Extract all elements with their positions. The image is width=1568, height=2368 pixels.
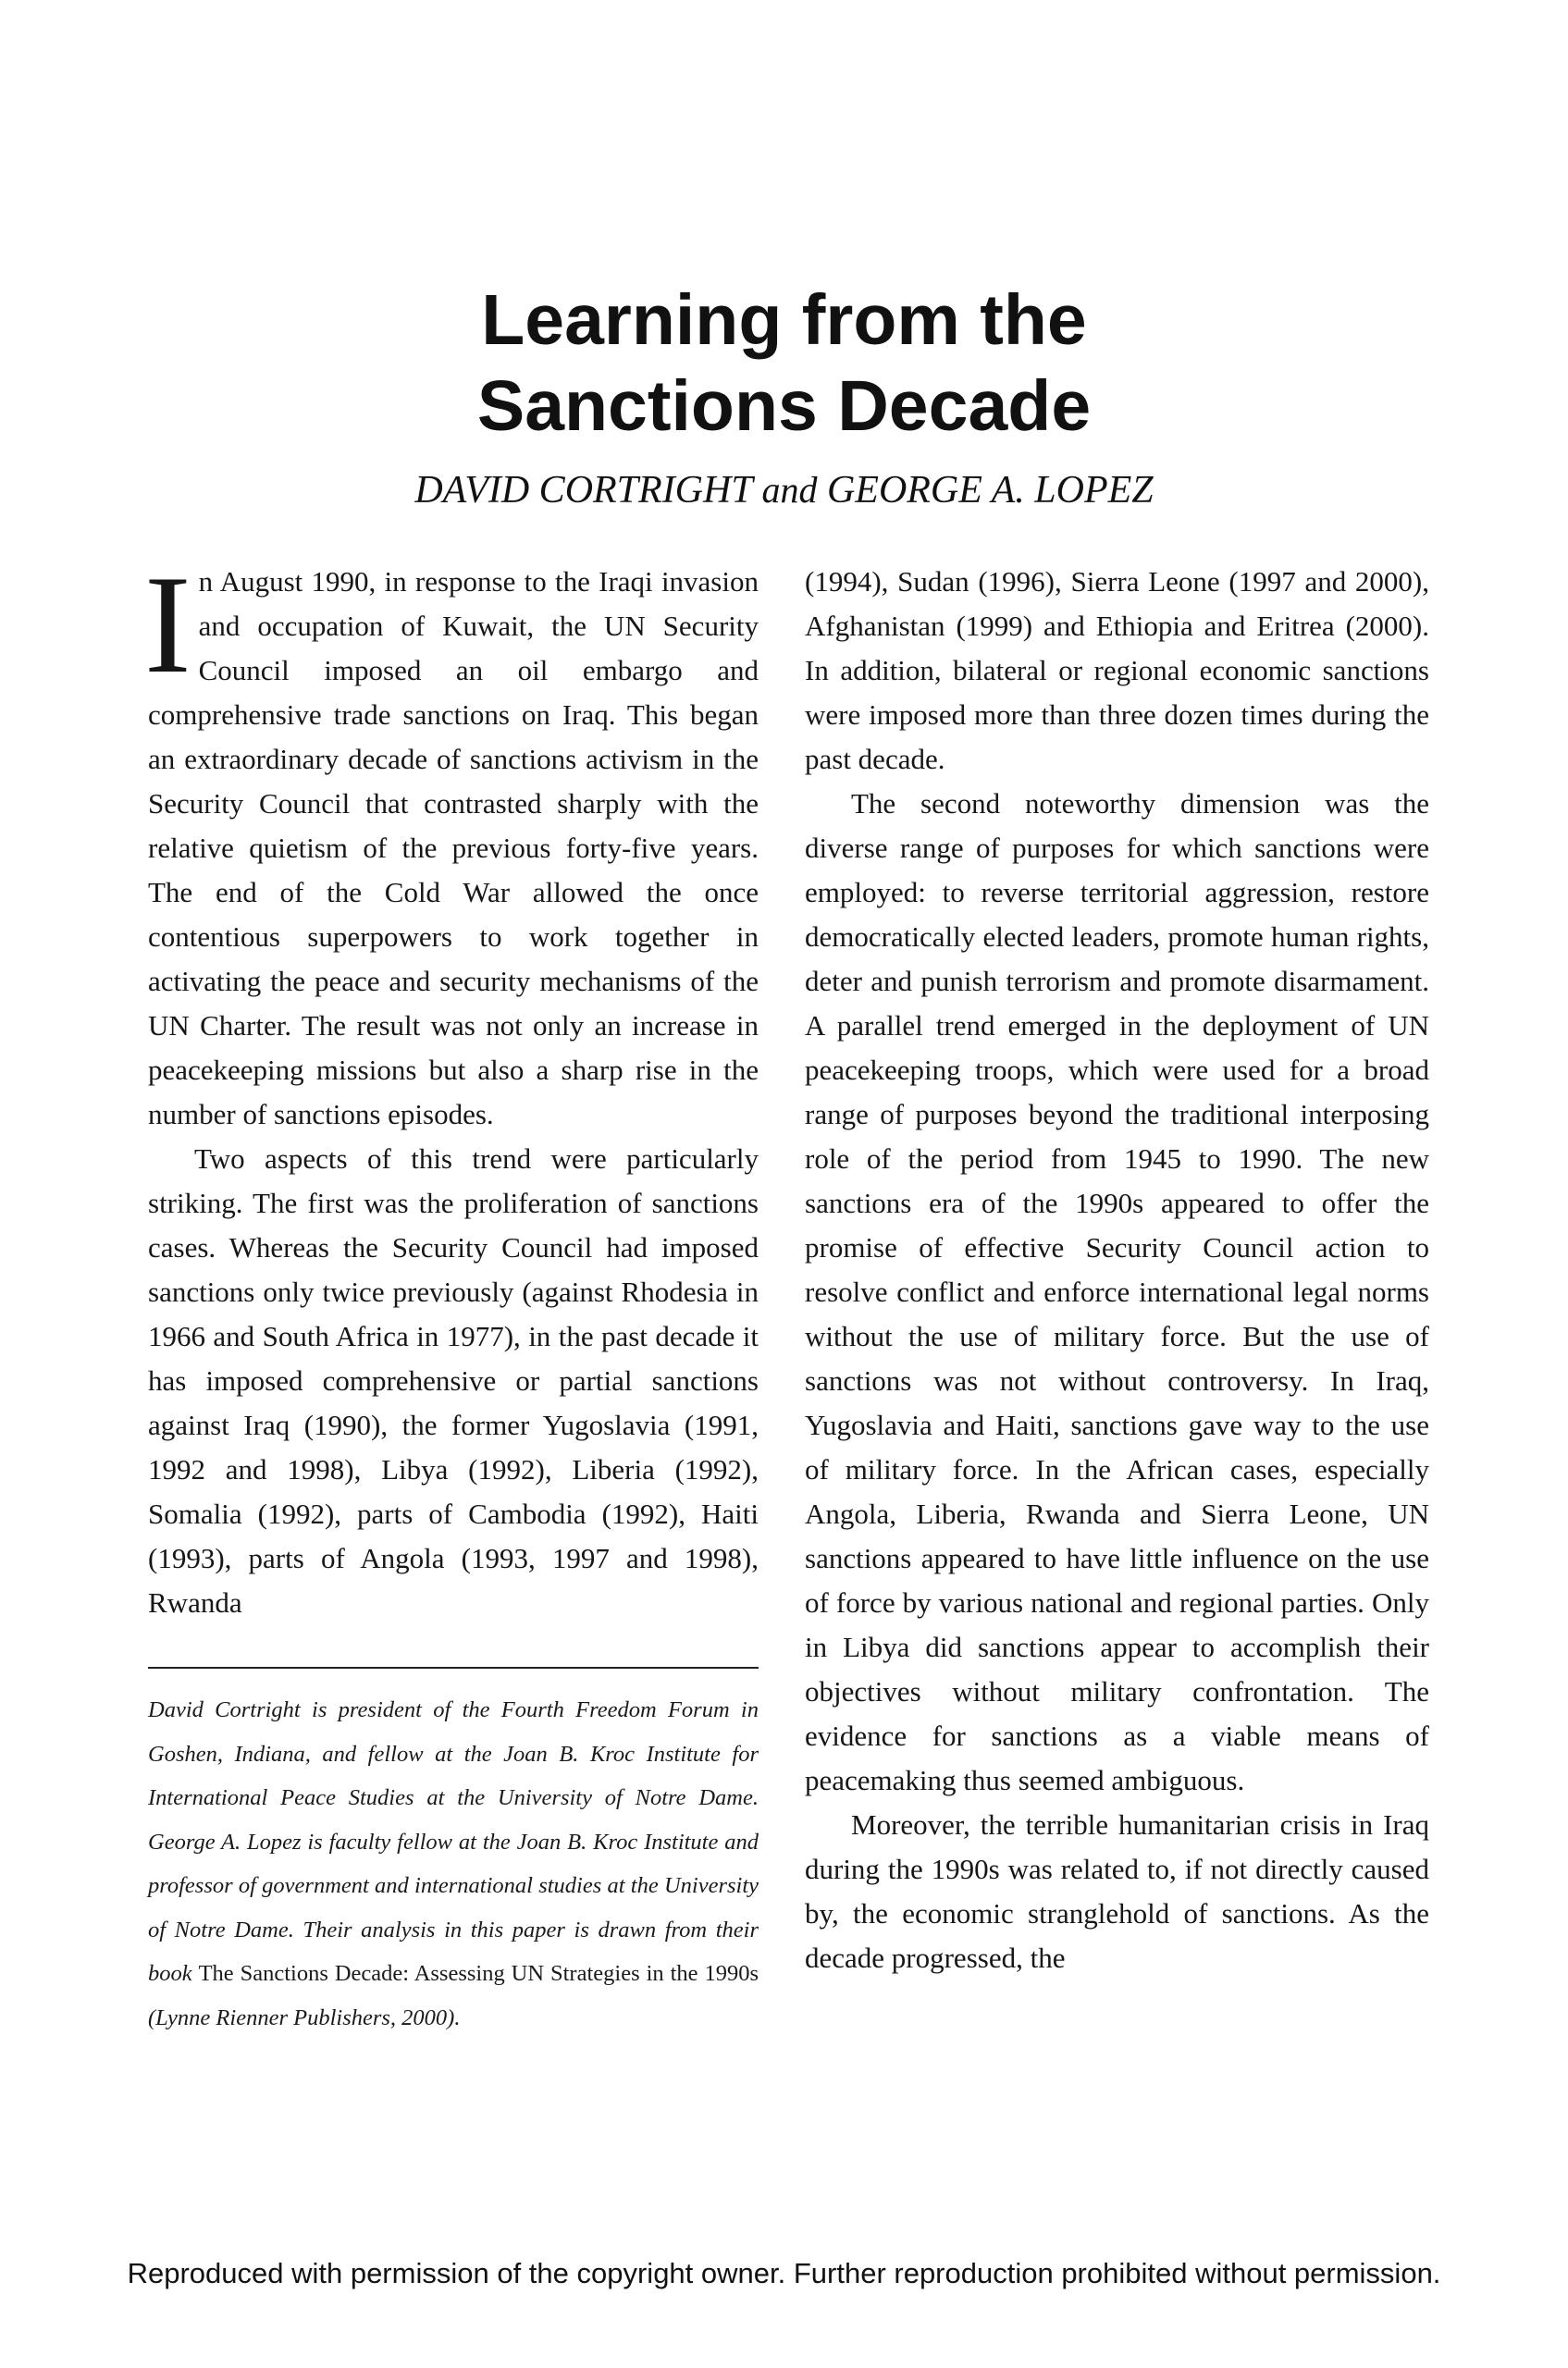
drop-cap: I (144, 547, 191, 702)
author-footnote (148, 1688, 759, 2040)
body-paragraph: (1994), Sudan (1996), Sierra Leone (1997 and 2000), Afghanistan (1999) and Ethiopia and Eritrea (2000). In addition, bilateral or regional economic sanctions were imposed more than three dozen times during the past decade. (805, 565, 1429, 775)
paragraph-text: n August 1990, in response to the Iraqi invasion and occupation of Kuwait, the UN Security Council imposed an oil embargo and comprehensive trade sanctions on Iraq. This began an extraordinary decade of sanctions activism in the Security Council that contrasted sharply with the relative quietism of the previous forty-five years. The end of the Cold War allowed the once contentious superpowers to work together in activating the peace and security mechanisms of the UN Charter. The result was not only an increase in peacekeeping missions but also a sharp rise in the number of sanctions episodes. (148, 565, 759, 1130)
author-1: DAVID CORTRIGHT (414, 469, 752, 512)
left-column (144, 547, 759, 1625)
footnote-rule (148, 1667, 759, 1669)
body-paragraph: Two aspects of this trend were particularly striking. The first was the proliferation of sanctions cases. Whereas the Security Council had imposed sanctions only twice previously (against Rhodesia in 1966 and South Africa in 1977), in the past decade it has imposed comprehensive or partial sanctions against Iraq (1990), the former Yugoslavia (1991, 1992 and 1998), Libya (1992), Liberia (1992), Somalia (1992), parts of Cambodia (1992), Haiti (1993), parts of Angola (1993, 1997 and 1998), Rwanda (148, 1142, 759, 1619)
body-paragraph: The second noteworthy dimension was the diverse range of purposes for which sanctions were employed: to reverse territorial aggression, restore democratically elected leaders, promote human rights, deter and punish terrorism and promote disarmament. A parallel trend emerged in the deployment of UN peacekeeping troops, which were used for a broad range of purposes beyond the traditional interposing role of the period from 1945 to 1990. The new sanctions era of the 1990s appeared to offer the promise of effective Security Council action to resolve conflict and enforce international legal norms without the use of military force. But the use of sanctions was not without controversy. In Iraq, Yugoslavia and Haiti, sanctions gave way to the use of military force. In the African cases, especially Angola, Liberia, Rwanda and Sierra Leone, UN sanctions appeared to have little influence on the use of force by various national and regional parties. Only in Libya did sanctions appear to accomplish their objectives without military confrontation. The evidence for sanctions as a viable means of peacemaking thus seemed ambiguous. (805, 787, 1429, 1796)
title-line-2: Sanctions Decade (476, 365, 1092, 446)
body-paragraph (144, 547, 759, 1137)
footnote-text: David Cortright is president of the Fourth Freedom Forum in Goshen, Indiana, and fellow at the Joan B. Kroc Institute for International Peace Studies at the University of Notre Dame. George A. Lopez is faculty fellow at the Joan B. Kroc Institute and professor of government and international studies at the University of Notre Dame. Their analysis in this paper is drawn from their book (148, 1697, 759, 1986)
body-paragraph: Moreover, the terrible humanitarian crisis in Iraq during the 1990s was related to, if not directly caused by, the economic stranglehold of sanctions. As the decade progressed, the (805, 1808, 1429, 1974)
right-column (805, 560, 1429, 1980)
footnote-publisher: (Lynne Rienner Publishers, 2000). (148, 2004, 461, 2030)
article-title (0, 278, 1568, 450)
author-2: GEORGE A. LOPEZ (826, 469, 1154, 512)
title-line-1: Learning from the (481, 279, 1087, 360)
author-conjunction: and (761, 469, 818, 511)
copyright-notice: Reproduced with permission of the copyright owner. Further reproduction prohibited without permission. (127, 2257, 1441, 2289)
author-byline (0, 464, 1568, 516)
footnote-book-title: The Sanctions Decade: Assessing UN Strategies in the 1990s (198, 1961, 759, 1986)
